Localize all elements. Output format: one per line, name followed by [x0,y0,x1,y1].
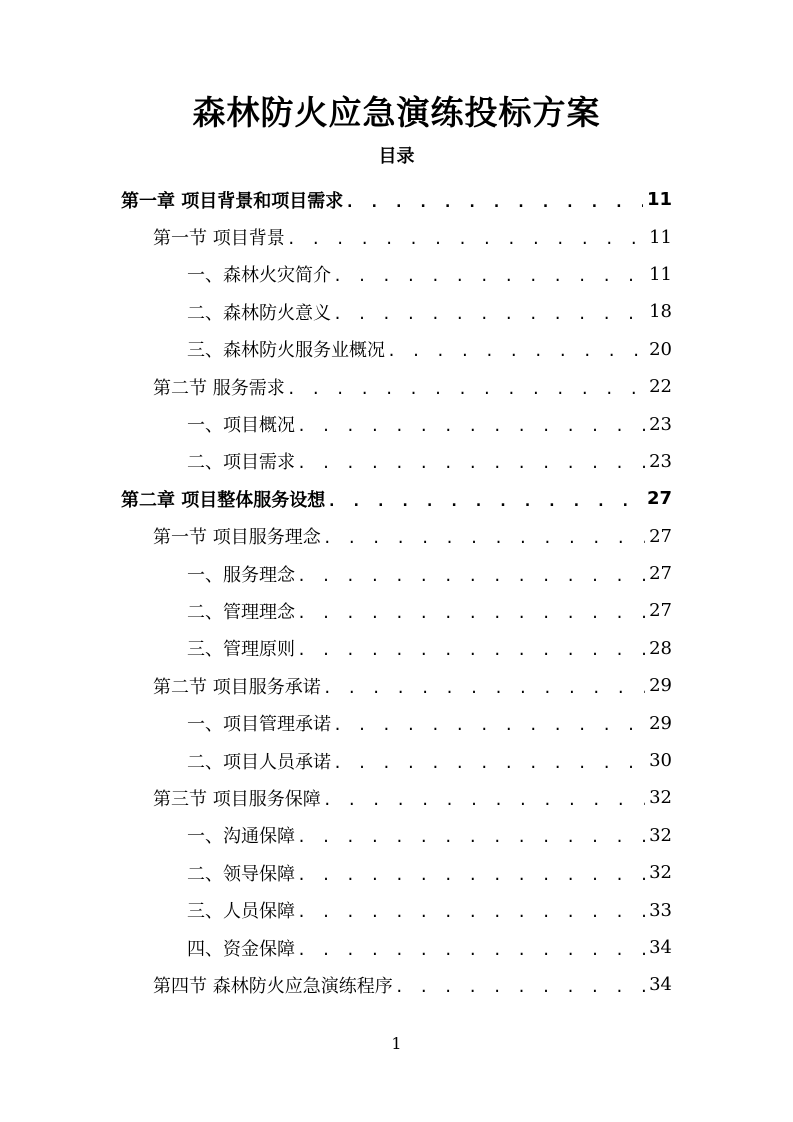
toc-section-entry[interactable] [0,779,793,816]
toc-page-number: 34 [649,974,672,996]
toc-page-number: 11 [649,226,672,248]
toc-chapter-entry[interactable] [0,181,793,218]
toc-subsection-entry[interactable] [0,817,793,854]
toc-dot-leader [333,267,645,285]
toc-heading: 目录 [378,146,415,167]
toc-entry-text: 二、项目人员承诺 [187,751,331,773]
toc-dot-leader [297,941,645,959]
toc-entry-text: 第一节 项目服务理念 [153,527,321,549]
toc-page-number: 27 [646,488,672,510]
toc-entry-text: 第四节 森林防火应急演练程序 [153,975,393,997]
toc-dot-leader [323,679,645,697]
toc-page-number: 23 [649,450,672,472]
toc-subsection-entry[interactable] [0,704,793,741]
toc-page-number: 29 [649,675,672,697]
toc-page-number: 11 [649,263,672,285]
document-title: 森林防火应急演练投标方案 [192,93,601,132]
toc-dot-leader [323,791,645,809]
toc-dot-leader [327,492,643,510]
toc-subsection-entry[interactable] [0,854,793,891]
toc-section-entry[interactable] [0,218,793,255]
toc-entry-text: 三、人员保障 [187,901,295,923]
toc-dot-leader [297,903,645,921]
toc-dot-leader [297,454,645,472]
toc-entry-text: 第三节 项目服务保障 [153,788,321,810]
toc-page-number: 11 [646,189,672,211]
toc-subsection-entry[interactable] [0,405,793,442]
toc-subsection-entry[interactable] [0,891,793,928]
toc-dot-leader [297,828,645,846]
toc-dot-leader [287,230,645,248]
toc-dot-leader [395,978,645,996]
toc-page-number: 23 [649,413,672,435]
toc-dot-leader [333,305,645,323]
toc-subsection-entry[interactable] [0,256,793,293]
toc-dot-leader [297,567,645,585]
toc-page-number: 32 [649,787,672,809]
toc-entry-text: 第一节 项目背景 [153,228,285,250]
toc-section-entry[interactable] [0,966,793,1003]
toc-subsection-entry[interactable] [0,630,793,667]
toc-subsection-entry[interactable] [0,929,793,966]
toc-page-number: 20 [649,338,672,360]
page-number: 1 [391,1034,402,1053]
toc-dot-leader [345,193,643,211]
toc-page-number: 30 [649,750,672,772]
toc-subsection-entry[interactable] [0,555,793,592]
toc-dot-leader [297,604,645,622]
toc-entry-text: 第一章 项目背景和项目需求 [121,190,344,212]
toc-page-number: 18 [649,301,672,323]
toc-subsection-entry[interactable] [0,443,793,480]
toc-subsection-entry[interactable] [0,293,793,330]
toc-page-number: 29 [649,712,672,734]
toc-subsection-entry[interactable] [0,592,793,629]
toc-section-entry[interactable] [0,368,793,405]
toc-dot-leader [297,641,645,659]
toc-subsection-entry[interactable] [0,331,793,368]
toc-dot-leader [333,754,645,772]
toc-page-number: 33 [649,899,672,921]
toc-entry-text: 一、服务理念 [187,564,295,586]
toc-page-number: 27 [649,600,672,622]
toc-page-number: 32 [649,824,672,846]
toc-entry-text: 三、管理原则 [187,639,295,661]
toc-entry-text: 一、沟通保障 [187,826,295,848]
toc-page-number: 22 [649,376,672,398]
toc-subsection-entry[interactable] [0,742,793,779]
toc-entry-text: 第二节 服务需求 [153,377,285,399]
toc-entry-text: 一、项目管理承诺 [187,714,331,736]
toc-dot-leader [387,342,645,360]
toc-section-entry[interactable] [0,667,793,704]
toc-entry-text: 一、森林火灾简介 [187,265,331,287]
toc-entry-text: 四、资金保障 [187,938,295,960]
toc-entry-text: 三、森林防火服务业概况 [187,340,385,362]
toc-entry-text: 二、森林防火意义 [187,302,331,324]
toc-entry-text: 二、管理理念 [187,601,295,623]
toc-entry-text: 第二节 项目服务承诺 [153,676,321,698]
toc-dot-leader [297,866,645,884]
toc-page-number: 27 [649,525,672,547]
toc-dot-leader [297,417,645,435]
toc-entry-text: 一、项目概况 [187,415,295,437]
toc-entry-text: 第二章 项目整体服务设想 [121,489,326,511]
toc-entry-text: 二、领导保障 [187,863,295,885]
toc-page-number: 32 [649,862,672,884]
toc-dot-leader [287,380,645,398]
toc-page-number: 34 [649,937,672,958]
toc-chapter-entry[interactable] [0,480,793,517]
toc-page-number: 28 [649,637,672,659]
toc-section-entry[interactable] [0,518,793,555]
toc-page-number: 27 [649,563,672,585]
toc-entry-text: 二、项目需求 [187,452,295,474]
toc-dot-leader [323,529,645,547]
toc-dot-leader [333,716,645,734]
table-of-contents [0,181,793,1004]
